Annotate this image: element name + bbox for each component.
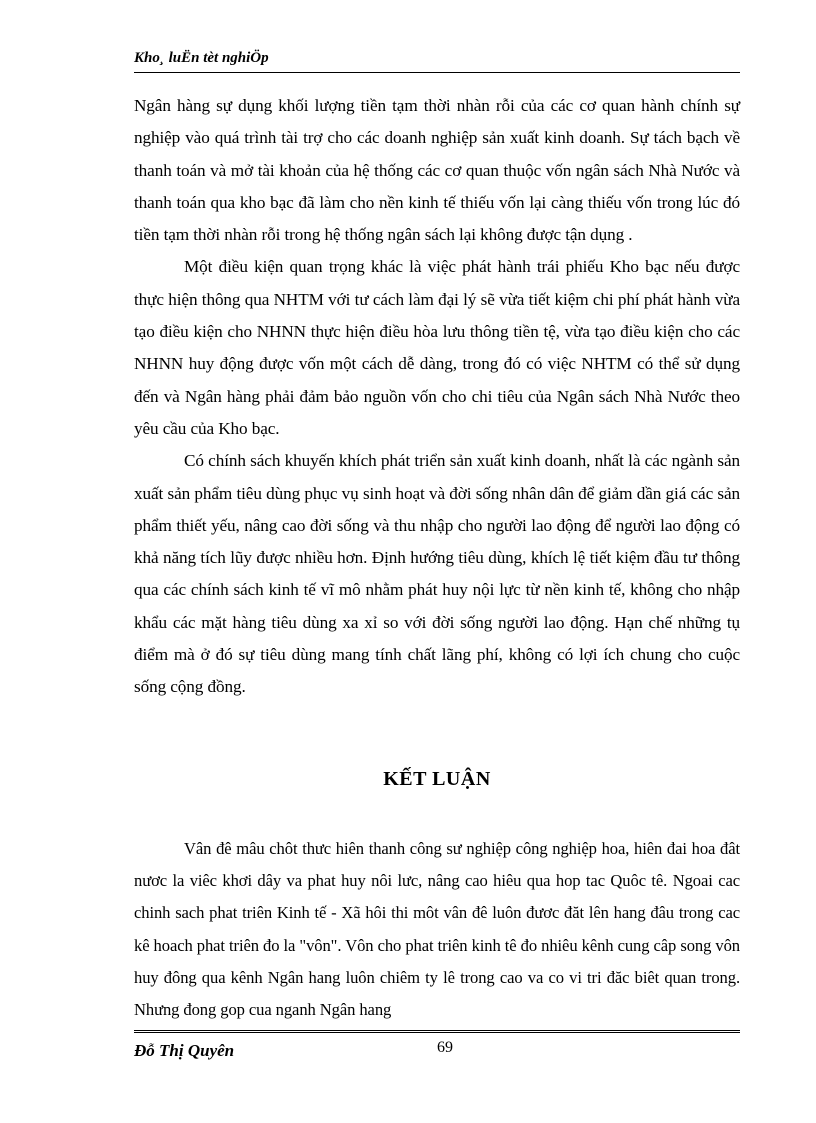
paragraph: Một điều kiện quan trọng khác là việc phát hành trái phiếu Kho bạc nếu được thực hiện thông qua NHTM với tư cách làm đại lý sẽ vừa tiết kiệm chi phí phát hành vừa tạo điều kiện cho NHNN thực hiện điều hòa lưu thông tiền tệ, vừa tạo điều kiện cho các NHNN huy động được vốn một cách dễ dàng, trong đó có việc NHTM có thể sử dụng đến và Ngân hàng phải đảm bảo nguồn vốn cho chi tiêu của Ngân sách Nhà Nước theo yêu cầu của Kho bạc.: [134, 257, 740, 438]
page-number: 69: [437, 1039, 453, 1056]
paragraph: Có chính sách khuyến khích phát triển sản xuất kinh doanh, nhất là các ngành sản xuất sản phẩm tiêu dùng phục vụ sinh hoạt và đời sống nhân dân để giảm dần giá các sản phẩm thiết yếu, nâng cao đời sống và thu nhập cho người lao động để người lao động có khả năng tích lũy được nhiều hơn. Định hướng tiêu dùng, khích lệ tiết kiệm đầu tư thông qua các chính sách kinh tế vĩ mô nhằm phát huy nội lực từ nền kinh tế, không cho nhập khẩu các mặt hàng tiêu dùng xa xỉ so với đời sống người lao động. Hạn chế những tụ điểm mà ở đó sự tiêu dùng mang tính chất lãng phí, không có lợi ích chung cho cuộc sống cộng đồng.: [134, 451, 740, 697]
header-title: Kho¸ luËn tèt nghiÖp: [134, 50, 269, 66]
conclusion-paragraph: Vân đê mâu chôt thưc hiên thanh công sư nghiệp công nghiệp hoa, hiên đai hoa đât nươc la viêc khơi dây va phat huy nôi lưc, nâng cao hiêu qua hop tac Quôc tê. Ngoai cac chinh sach phat triên Kinh tế - Xã hôi thi môt vân đê luôn đươc đăt lên hang đâu trong cac kê hoach phat triên đo la "vôn". Vôn cho phat triên kinh tê đo nhiêu kênh cung câp song vôn huy đông qua kênh Ngân hang luôn chiêm ty lê trong cao va co vi tri đăc biêt quan trong. Nhưng đong gop cua nganh Ngân hang: [134, 839, 740, 1020]
footer-author: Đỗ Thị Quyên: [134, 1041, 235, 1060]
conclusion-section: [134, 833, 740, 1026]
paragraph: Ngân hàng sự dụng khối lượng tiền tạm thời nhàn rỗi của các cơ quan hành chính sự nghiệp vào quá trình tài trợ cho các doanh nghiệp sản xuất kinh doanh. Sự tách bạch về thanh toán và mở tài khoản của hệ thống các cơ quan thuộc vốn ngân sách Nhà Nước và thanh toán qua kho bạc đã làm cho nền kinh tế thiếu vốn lại càng thiếu vốn trong lúc đó tiền tạm thời nhàn rỗi trong hệ thống ngân sách lại không được tận dụng .: [134, 96, 740, 245]
footer-rule: [134, 1030, 740, 1033]
body-text: [134, 90, 740, 704]
header-rule: [134, 72, 740, 73]
section-heading: KẾT LUẬN: [383, 768, 491, 790]
